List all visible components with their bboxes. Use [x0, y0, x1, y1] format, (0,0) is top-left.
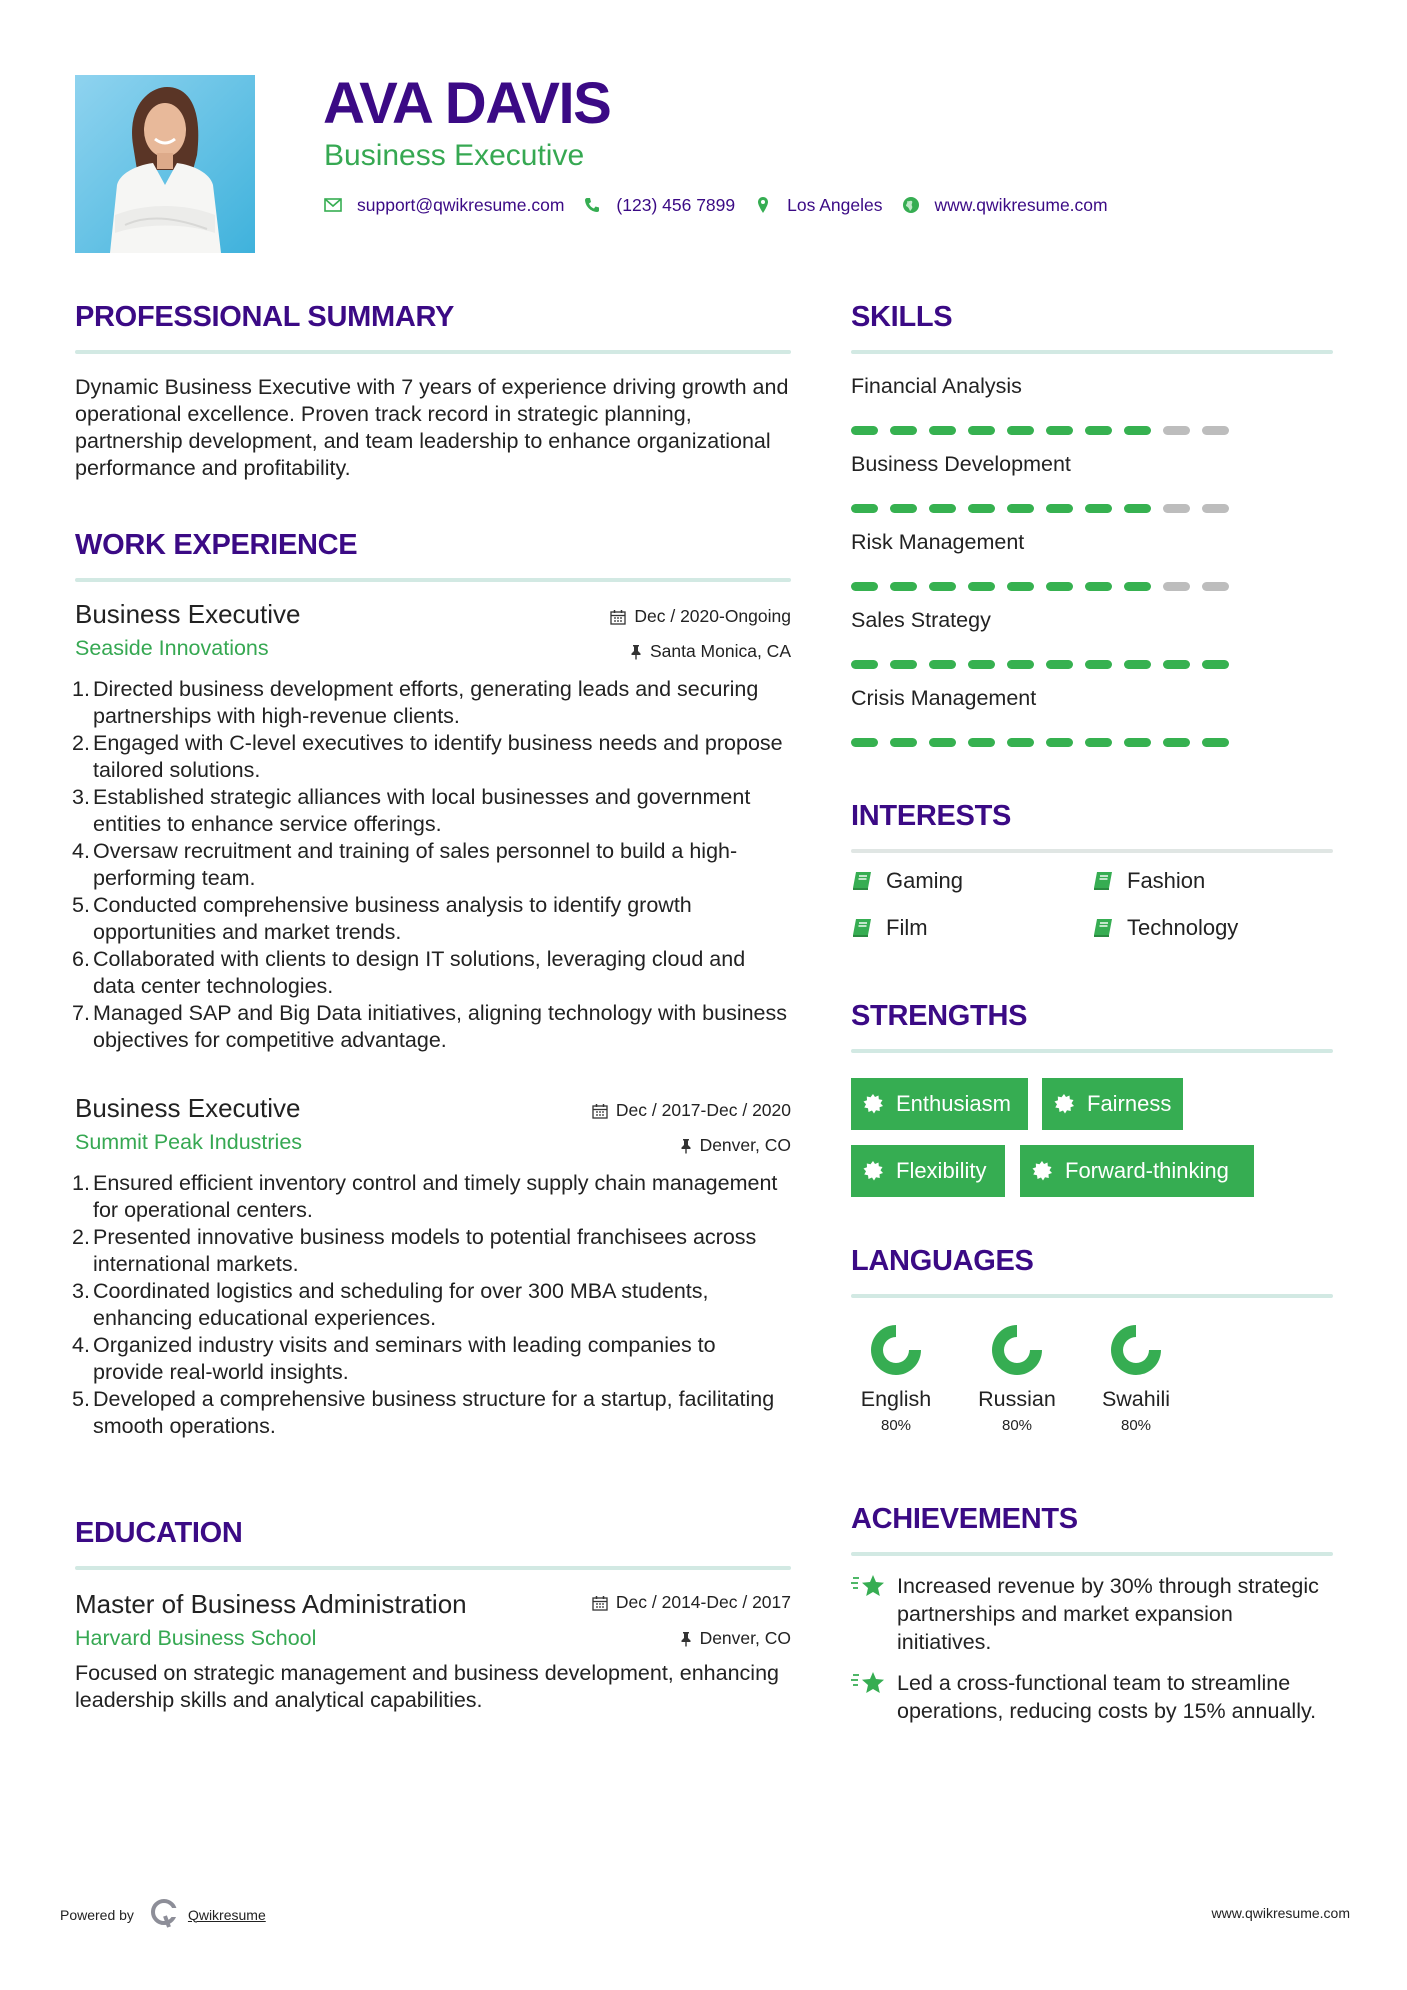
- job-location: [630, 641, 791, 662]
- education-section: [75, 1516, 791, 1570]
- list-item: 4. Organized industry visits and seminars with leading companies to provide real-world insights.: [72, 1333, 716, 1384]
- achievement-item: Led a cross-functional team to streamline operations, reducing costs by 15% annually.: [851, 1669, 1333, 1725]
- job-dates-text: Dec / 2017-Dec / 2020: [615, 1100, 791, 1120]
- list-item: 3. Established strategic alliances with local businesses and government entities to enhance service offerings.: [72, 785, 751, 836]
- section-divider: [75, 350, 791, 354]
- pushpin-icon: [680, 1138, 692, 1154]
- skills-list: [851, 372, 1333, 762]
- skill-item: [851, 606, 1333, 684]
- language-gauge: [1106, 1320, 1166, 1380]
- languages-section: [851, 1244, 1333, 1298]
- contact-phone[interactable]: [582, 195, 735, 216]
- job-bullets: [72, 676, 791, 1054]
- work-heading: WORK EXPERIENCE: [75, 529, 358, 561]
- section-divider: [851, 1294, 1333, 1298]
- footer-powered-by: [60, 1898, 266, 1931]
- section-divider: [75, 578, 791, 582]
- job-title: Business Executive: [75, 1093, 301, 1123]
- location-text: Los Angeles: [787, 194, 883, 215]
- envelope-icon: [323, 195, 343, 215]
- calendar-icon: [592, 1595, 608, 1611]
- list-item: 3. Coordinated logistics and scheduling for over 300 MBA students, enhancing educational experiences.: [72, 1279, 709, 1330]
- job-location-text: Santa Monica, CA: [649, 641, 791, 661]
- degree-title: Master of Business Administration: [75, 1589, 467, 1619]
- list-item: 4. Oversaw recruitment and training of sales personnel to build a high-performing team.: [72, 839, 738, 890]
- education-dates-text: Dec / 2014-Dec / 2017: [615, 1592, 791, 1612]
- pushpin-icon: [680, 1631, 692, 1647]
- language-item: [1091, 1320, 1181, 1436]
- skill-item: [851, 684, 1333, 762]
- education-dates: [592, 1592, 791, 1613]
- candidate-title: Business Executive: [324, 139, 585, 172]
- job-dates: [610, 606, 791, 627]
- star-icon: [851, 1572, 885, 1602]
- strength-chip: Forward-thinking: [1020, 1145, 1254, 1197]
- education-description: Focused on strategic management and business development, enhancing leadership skills and analytical capabilities.: [75, 1661, 779, 1712]
- language-item: [972, 1320, 1062, 1436]
- job-location: [680, 1135, 791, 1156]
- skill-item: [851, 450, 1333, 528]
- interest-item: Gaming: [851, 868, 963, 894]
- language-percent: 80%: [880, 1417, 912, 1434]
- summary-heading: PROFESSIONAL SUMMARY: [75, 301, 455, 333]
- interest-item: Fashion: [1092, 868, 1205, 894]
- phone-icon: [582, 195, 602, 215]
- strength-chip: Enthusiasm: [851, 1078, 1028, 1130]
- job-title: Business Executive: [75, 599, 301, 629]
- skill-name: Business Development: [851, 452, 1071, 476]
- education-location: [680, 1628, 791, 1649]
- language-percent: 80%: [1001, 1417, 1033, 1434]
- achievements-heading: ACHIEVEMENTS: [851, 1503, 1078, 1535]
- interests-grid: [851, 868, 1333, 958]
- job-company: Seaside Innovations: [75, 636, 269, 660]
- skill-name: Financial Analysis: [851, 374, 1022, 398]
- qwikresume-logo-icon: [150, 1898, 178, 1931]
- skill-level-bar: [851, 738, 1333, 747]
- pushpin-icon: [630, 644, 642, 660]
- contact-location: [753, 195, 882, 216]
- profile-photo: [75, 75, 255, 253]
- skill-level-bar: [851, 660, 1333, 669]
- language-name: Russian: [978, 1387, 1056, 1411]
- list-item: 1. Directed business development efforts, generating leads and securing partnerships with high-revenue clients.: [72, 677, 759, 728]
- list-item: 5. Conducted comprehensive business analysis to identify growth opportunities and market trends.: [72, 893, 692, 944]
- interests-section: [851, 799, 1333, 853]
- website-text: www.qwikresume.com: [934, 194, 1108, 215]
- skill-item: [851, 528, 1333, 606]
- school-name: Harvard Business School: [75, 1626, 317, 1650]
- list-item: 2. Engaged with C-level executives to identify business needs and propose tailored solutions.: [72, 731, 783, 782]
- job-dates-text: Dec / 2020-Ongoing: [634, 606, 791, 626]
- languages-heading: LANGUAGES: [851, 1245, 1034, 1277]
- work-section: [75, 528, 791, 582]
- strengths-section: [851, 999, 1333, 1053]
- interest-item: Film: [851, 915, 928, 941]
- email-text: support@qwikresume.com: [357, 194, 565, 215]
- skill-name: Sales Strategy: [851, 608, 991, 632]
- skill-name: Risk Management: [851, 530, 1025, 554]
- book-icon: [1092, 918, 1114, 938]
- interest-item: Technology: [1092, 915, 1238, 941]
- language-percent: 80%: [1120, 1417, 1152, 1434]
- badge-icon: [1032, 1161, 1052, 1181]
- achievement-item: Increased revenue by 30% through strategic partnerships and market expansion initiatives.: [851, 1572, 1333, 1656]
- book-icon: [851, 871, 873, 891]
- education-entry: [75, 1588, 791, 1728]
- contact-bar: [323, 193, 1126, 217]
- book-icon: [851, 918, 873, 938]
- skill-level-bar: [851, 504, 1333, 513]
- skill-name: Crisis Management: [851, 686, 1037, 710]
- book-icon: [1092, 871, 1114, 891]
- language-name: English: [860, 1387, 932, 1411]
- candidate-name: AVA DAVIS: [323, 71, 611, 136]
- interests-heading: INTERESTS: [851, 800, 1012, 832]
- list-item: 6. Collaborated with clients to design IT solutions, leveraging cloud and data center technologies.: [72, 947, 746, 998]
- calendar-icon: [610, 609, 626, 625]
- job-dates: [592, 1100, 791, 1121]
- star-icon: [851, 1669, 885, 1699]
- achievements-list: [851, 1572, 1333, 1772]
- section-divider: [851, 849, 1333, 853]
- contact-email[interactable]: [323, 195, 564, 216]
- phone-text: (123) 456 7899: [616, 194, 736, 215]
- qwikresume-link[interactable]: Qwikresume: [187, 1906, 266, 1923]
- section-divider: [75, 1566, 791, 1570]
- list-item: 7. Managed SAP and Big Data initiatives, aligning technology with business objectives for competitive advantage.: [72, 1001, 788, 1052]
- strength-chip: Flexibility: [851, 1145, 1005, 1197]
- skill-level-bar: [851, 582, 1333, 591]
- education-heading: EDUCATION: [75, 1517, 243, 1549]
- strengths-chips: [851, 1078, 1333, 1208]
- footer-website[interactable]: www.qwikresume.com: [1211, 1905, 1350, 1921]
- job-location-text: Denver, CO: [699, 1135, 791, 1155]
- skill-item: [851, 372, 1333, 450]
- summary-text: Dynamic Business Executive with 7 years of experience driving growth and operational excellence. Proven track record in strategic planning, partnership development, and team leadership to enhance organizational performance and profitability.: [75, 375, 789, 480]
- map-pin-icon: [753, 195, 773, 215]
- languages-list: [851, 1320, 1333, 1450]
- language-item: [851, 1320, 941, 1436]
- skills-heading: SKILLS: [851, 301, 953, 333]
- section-divider: [851, 1049, 1333, 1053]
- language-gauge: [987, 1320, 1047, 1380]
- education-location-text: Denver, CO: [699, 1628, 791, 1648]
- section-divider: [851, 350, 1333, 354]
- job-entry: [72, 598, 791, 1068]
- section-divider: [851, 1552, 1333, 1556]
- strengths-heading: STRENGTHS: [851, 1000, 1028, 1032]
- skills-section: [851, 300, 1333, 354]
- calendar-icon: [592, 1103, 608, 1119]
- achievements-section: [851, 1502, 1333, 1556]
- contact-website[interactable]: [901, 195, 1108, 216]
- list-item: 5. Developed a comprehensive business structure for a startup, facilitating smooth operations.: [72, 1387, 775, 1438]
- language-gauge: [866, 1320, 926, 1380]
- language-name: Swahili: [1101, 1387, 1171, 1411]
- job-entry: [72, 1092, 791, 1452]
- job-company: Summit Peak Industries: [75, 1130, 303, 1154]
- skill-level-bar: [851, 426, 1333, 435]
- strength-chip: Fairness: [1042, 1078, 1183, 1130]
- badge-icon: [863, 1094, 883, 1114]
- summary-section: [75, 300, 791, 482]
- list-item: 1. Ensured efficient inventory control and timely supply chain management for operational centers.: [72, 1171, 778, 1222]
- list-item: 2. Presented innovative business models to potential franchisees across international markets.: [72, 1225, 757, 1276]
- badge-icon: [863, 1161, 883, 1181]
- badge-icon: [1054, 1094, 1074, 1114]
- globe-icon: [901, 195, 921, 215]
- powered-by-label: Powered by: [60, 1906, 134, 1923]
- job-bullets: [72, 1170, 791, 1440]
